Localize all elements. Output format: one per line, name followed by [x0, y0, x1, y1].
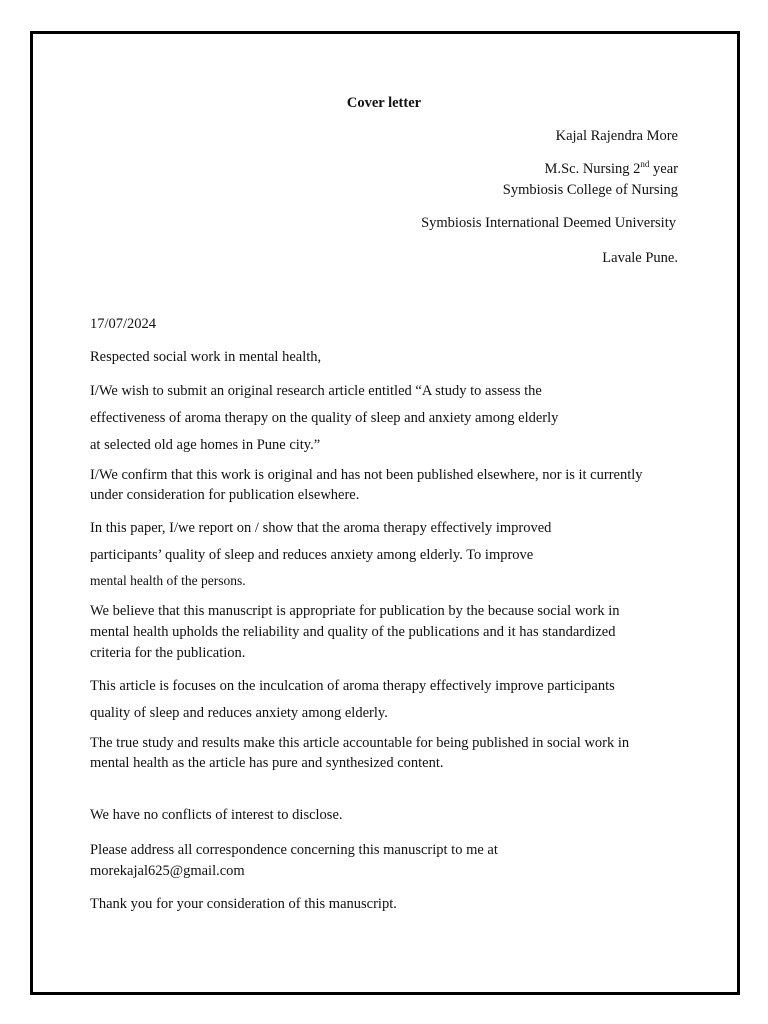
sender-name: Kajal Rajendra More [555, 128, 678, 144]
contact-email[interactable]: morekajal625@gmail.com [90, 863, 245, 879]
believe-line-3: criteria for the publication. [90, 645, 246, 661]
believe-line-1: We believe that this manuscript is appropriate for publication by the because social work in [90, 603, 620, 619]
letter-date: 17/07/2024 [90, 316, 157, 332]
sender-college: Symbiosis College of Nursing [502, 182, 678, 198]
conflicts-statement: We have no conflicts of interest to disclose. [90, 807, 343, 823]
focus-line-2: quality of sleep and reduces anxiety among elderly. [90, 705, 388, 721]
report-line-3: mental health of the persons. [90, 573, 246, 588]
address-line-1: Please address all correspondence concerning this manuscript to me at [90, 842, 498, 858]
submit-line-2: effectiveness of aroma therapy on the quality of sleep and anxiety among elderly [90, 410, 559, 426]
report-line-2: participants’ quality of sleep and reduces anxiety among elderly. To improve [90, 547, 534, 563]
focus-line-1: This article is focuses on the inculcation of aroma therapy effectively improve participants [90, 678, 615, 694]
true-line-1: The true study and results make this article accountable for being published in social work in [90, 735, 630, 751]
sender-program: M.Sc. Nursing 2nd year [544, 159, 678, 177]
document-title: Cover letter [346, 95, 422, 111]
salutation: Respected social work in mental health, [90, 349, 322, 365]
submit-line-1: I/We wish to submit an original research article entitled “A study to assess the [90, 383, 542, 399]
confirm-line-2: under consideration for publication elsewhere. [90, 487, 360, 503]
sender-university: Symbiosis International Deemed University [421, 215, 676, 231]
confirm-line-1: I/We confirm that this work is original and has not been published elsewhere, nor is it currently [90, 467, 643, 483]
sender-city: Lavale Pune. [602, 250, 678, 266]
believe-line-2: mental health upholds the reliability and quality of the publications and it has standardized [90, 624, 616, 640]
report-line-1: In this paper, I/we report on / show that the aroma therapy effectively improved [90, 520, 552, 536]
true-line-2: mental health as the article has pure and synthesized content. [90, 755, 444, 771]
closing-thanks: Thank you for your consideration of this manuscript. [90, 896, 397, 912]
submit-line-3: at selected old age homes in Pune city.” [90, 437, 321, 453]
